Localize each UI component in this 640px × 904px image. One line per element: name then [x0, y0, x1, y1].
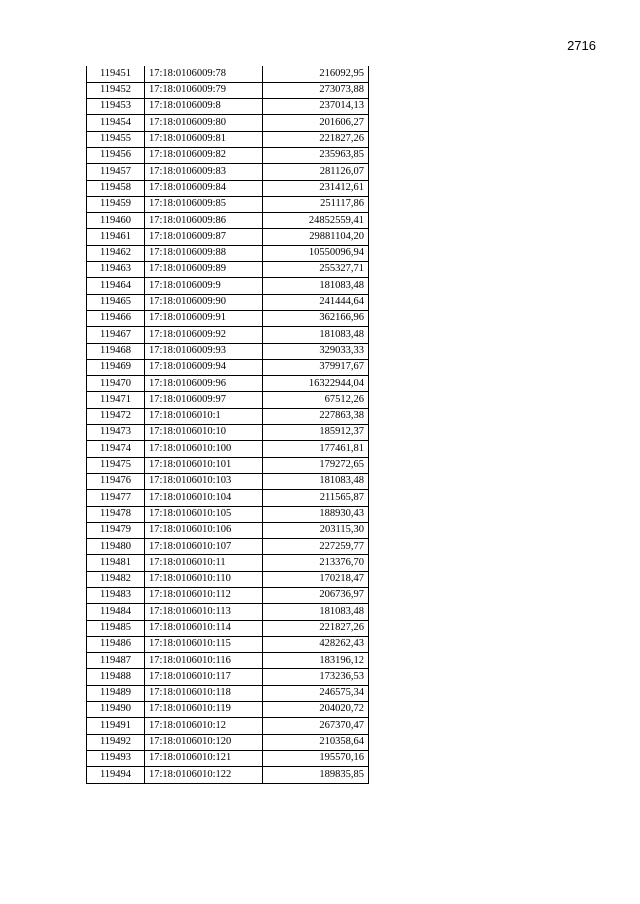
table-row	[87, 327, 369, 343]
cadastral-number: 17:18:0106009:93	[145, 343, 263, 359]
table-row	[87, 490, 369, 506]
table-row	[87, 392, 369, 408]
page-number: 2716	[567, 38, 596, 53]
table-row	[87, 457, 369, 473]
table-row	[87, 82, 369, 98]
table-row	[87, 196, 369, 212]
cadastral-number: 17:18:0106009:9	[145, 278, 263, 294]
cadastral-number: 17:18:0106009:80	[145, 115, 263, 131]
table-row	[87, 408, 369, 424]
row-number: 119493	[87, 750, 145, 766]
cadastral-value: 201606,27	[263, 115, 369, 131]
table-row	[87, 115, 369, 131]
row-number: 119459	[87, 196, 145, 212]
row-number: 119492	[87, 734, 145, 750]
table-row	[87, 555, 369, 571]
cadastral-number: 17:18:0106009:91	[145, 310, 263, 326]
table-row	[87, 767, 369, 783]
cadastral-number: 17:18:0106009:88	[145, 245, 263, 261]
cadastral-value: 210358,64	[263, 734, 369, 750]
cadastral-value: 329033,33	[263, 343, 369, 359]
cadastral-number: 17:18:0106010:100	[145, 441, 263, 457]
row-number: 119491	[87, 718, 145, 734]
table-body	[87, 66, 369, 783]
table-row	[87, 473, 369, 489]
cadastral-value: 29881104,20	[263, 229, 369, 245]
cadastral-number: 17:18:0106009:81	[145, 131, 263, 147]
cadastral-number: 17:18:0106010:101	[145, 457, 263, 473]
cadastral-value: 237014,13	[263, 99, 369, 115]
cadastral-number: 17:18:0106010:118	[145, 685, 263, 701]
cadastral-number: 17:18:0106009:89	[145, 262, 263, 278]
cadastral-number: 17:18:0106010:114	[145, 620, 263, 636]
cadastral-number: 17:18:0106009:96	[145, 376, 263, 392]
row-number: 119474	[87, 441, 145, 457]
row-number: 119455	[87, 131, 145, 147]
cadastral-number: 17:18:0106010:113	[145, 604, 263, 620]
cadastral-value: 170218,47	[263, 571, 369, 587]
cadastral-number: 17:18:0106010:104	[145, 490, 263, 506]
cadastral-number: 17:18:0106009:94	[145, 359, 263, 375]
cadastral-number: 17:18:0106010:103	[145, 473, 263, 489]
cadastral-number: 17:18:0106009:87	[145, 229, 263, 245]
row-number: 119452	[87, 82, 145, 98]
cadastral-value: 204020,72	[263, 702, 369, 718]
table-row	[87, 588, 369, 604]
cadastral-number: 17:18:0106009:83	[145, 164, 263, 180]
cadastral-number: 17:18:0106009:82	[145, 147, 263, 163]
cadastral-value: 428262,43	[263, 636, 369, 652]
row-number: 119479	[87, 522, 145, 538]
table-row	[87, 164, 369, 180]
cadastral-number: 17:18:0106010:11	[145, 555, 263, 571]
row-number: 119482	[87, 571, 145, 587]
table-row	[87, 539, 369, 555]
cadastral-value: 281126,07	[263, 164, 369, 180]
row-number: 119454	[87, 115, 145, 131]
cadastral-value: 251117,86	[263, 196, 369, 212]
row-number: 119481	[87, 555, 145, 571]
cadastral-number: 17:18:0106009:85	[145, 196, 263, 212]
cadastral-value: 227863,38	[263, 408, 369, 424]
row-number: 119477	[87, 490, 145, 506]
table-row	[87, 245, 369, 261]
table-row	[87, 702, 369, 718]
cadastral-value: 24852559,41	[263, 213, 369, 229]
row-number: 119453	[87, 99, 145, 115]
row-number: 119484	[87, 604, 145, 620]
row-number: 119465	[87, 294, 145, 310]
table-row	[87, 506, 369, 522]
table-row	[87, 343, 369, 359]
cadastral-value: 181083,48	[263, 278, 369, 294]
cadastral-value: 235963,85	[263, 147, 369, 163]
row-number: 119478	[87, 506, 145, 522]
cadastral-value: 206736,97	[263, 588, 369, 604]
cadastral-number: 17:18:0106010:122	[145, 767, 263, 783]
cadastral-value: 216092,95	[263, 66, 369, 82]
cadastral-value: 203115,30	[263, 522, 369, 538]
table-row	[87, 636, 369, 652]
cadastral-number: 17:18:0106010:119	[145, 702, 263, 718]
row-number: 119471	[87, 392, 145, 408]
row-number: 119485	[87, 620, 145, 636]
cadastral-number: 17:18:0106010:1	[145, 408, 263, 424]
cadastral-value: 16322944,04	[263, 376, 369, 392]
cadastral-value: 227259,77	[263, 539, 369, 555]
cadastral-number: 17:18:0106009:90	[145, 294, 263, 310]
cadastral-number: 17:18:0106009:97	[145, 392, 263, 408]
cadastral-value: 185912,37	[263, 425, 369, 441]
row-number: 119490	[87, 702, 145, 718]
cadastral-number: 17:18:0106010:110	[145, 571, 263, 587]
table-row	[87, 604, 369, 620]
row-number: 119475	[87, 457, 145, 473]
row-number: 119456	[87, 147, 145, 163]
cadastral-value: 267370,47	[263, 718, 369, 734]
row-number: 119469	[87, 359, 145, 375]
cadastral-number: 17:18:0106010:116	[145, 653, 263, 669]
table-row	[87, 359, 369, 375]
table-row	[87, 99, 369, 115]
cadastral-value: 211565,87	[263, 490, 369, 506]
row-number: 119468	[87, 343, 145, 359]
row-number: 119470	[87, 376, 145, 392]
cadastral-value: 67512,26	[263, 392, 369, 408]
row-number: 119457	[87, 164, 145, 180]
table-row	[87, 376, 369, 392]
row-number: 119461	[87, 229, 145, 245]
cadastral-number: 17:18:0106010:112	[145, 588, 263, 604]
table-row	[87, 653, 369, 669]
table-row	[87, 180, 369, 196]
cadastral-value: 189835,85	[263, 767, 369, 783]
cadastral-number: 17:18:0106010:106	[145, 522, 263, 538]
table-row	[87, 213, 369, 229]
cadastral-value: 221827,26	[263, 620, 369, 636]
cadastral-number: 17:18:0106010:117	[145, 669, 263, 685]
table-row	[87, 425, 369, 441]
row-number: 119467	[87, 327, 145, 343]
cadastral-value: 241444,64	[263, 294, 369, 310]
row-number: 119462	[87, 245, 145, 261]
table-row	[87, 147, 369, 163]
cadastral-number: 17:18:0106010:107	[145, 539, 263, 555]
row-number: 119489	[87, 685, 145, 701]
cadastral-number: 17:18:0106010:12	[145, 718, 263, 734]
cadastral-value: 10550096,94	[263, 245, 369, 261]
cadastral-value: 173236,53	[263, 669, 369, 685]
cadastral-value: 246575,34	[263, 685, 369, 701]
cadastral-number: 17:18:0106010:105	[145, 506, 263, 522]
table-row	[87, 229, 369, 245]
row-number: 119486	[87, 636, 145, 652]
row-number: 119483	[87, 588, 145, 604]
row-number: 119476	[87, 473, 145, 489]
cadastral-value-table	[86, 66, 369, 784]
table-row	[87, 278, 369, 294]
table-row	[87, 131, 369, 147]
cadastral-number: 17:18:0106010:121	[145, 750, 263, 766]
table-row	[87, 262, 369, 278]
cadastral-value: 255327,71	[263, 262, 369, 278]
cadastral-number: 17:18:0106009:92	[145, 327, 263, 343]
cadastral-value: 231412,61	[263, 180, 369, 196]
table-row	[87, 310, 369, 326]
row-number: 119460	[87, 213, 145, 229]
table-row	[87, 294, 369, 310]
cadastral-value: 183196,12	[263, 653, 369, 669]
cadastral-number: 17:18:0106009:84	[145, 180, 263, 196]
row-number: 119488	[87, 669, 145, 685]
cadastral-value: 273073,88	[263, 82, 369, 98]
cadastral-value: 379917,67	[263, 359, 369, 375]
cadastral-number: 17:18:0106009:86	[145, 213, 263, 229]
cadastral-value: 177461,81	[263, 441, 369, 457]
cadastral-value: 181083,48	[263, 604, 369, 620]
table-row	[87, 441, 369, 457]
cadastral-number: 17:18:0106010:10	[145, 425, 263, 441]
row-number: 119472	[87, 408, 145, 424]
row-number: 119494	[87, 767, 145, 783]
cadastral-value: 195570,16	[263, 750, 369, 766]
table-row	[87, 522, 369, 538]
table-row	[87, 750, 369, 766]
cadastral-number: 17:18:0106009:78	[145, 66, 263, 82]
table-row	[87, 685, 369, 701]
table-row	[87, 718, 369, 734]
table-row	[87, 66, 369, 82]
cadastral-value: 181083,48	[263, 473, 369, 489]
table-row	[87, 669, 369, 685]
row-number: 119458	[87, 180, 145, 196]
row-number: 119464	[87, 278, 145, 294]
cadastral-value: 188930,43	[263, 506, 369, 522]
row-number: 119451	[87, 66, 145, 82]
cadastral-value: 181083,48	[263, 327, 369, 343]
cadastral-number: 17:18:0106009:8	[145, 99, 263, 115]
cadastral-number: 17:18:0106010:115	[145, 636, 263, 652]
row-number: 119463	[87, 262, 145, 278]
cadastral-number: 17:18:0106009:79	[145, 82, 263, 98]
table-row	[87, 571, 369, 587]
row-number: 119473	[87, 425, 145, 441]
cadastral-value: 221827,26	[263, 131, 369, 147]
cadastral-value: 213376,70	[263, 555, 369, 571]
cadastral-value: 179272,65	[263, 457, 369, 473]
cadastral-number: 17:18:0106010:120	[145, 734, 263, 750]
row-number: 119466	[87, 310, 145, 326]
row-number: 119480	[87, 539, 145, 555]
row-number: 119487	[87, 653, 145, 669]
table-row	[87, 620, 369, 636]
cadastral-value: 362166,96	[263, 310, 369, 326]
table-row	[87, 734, 369, 750]
